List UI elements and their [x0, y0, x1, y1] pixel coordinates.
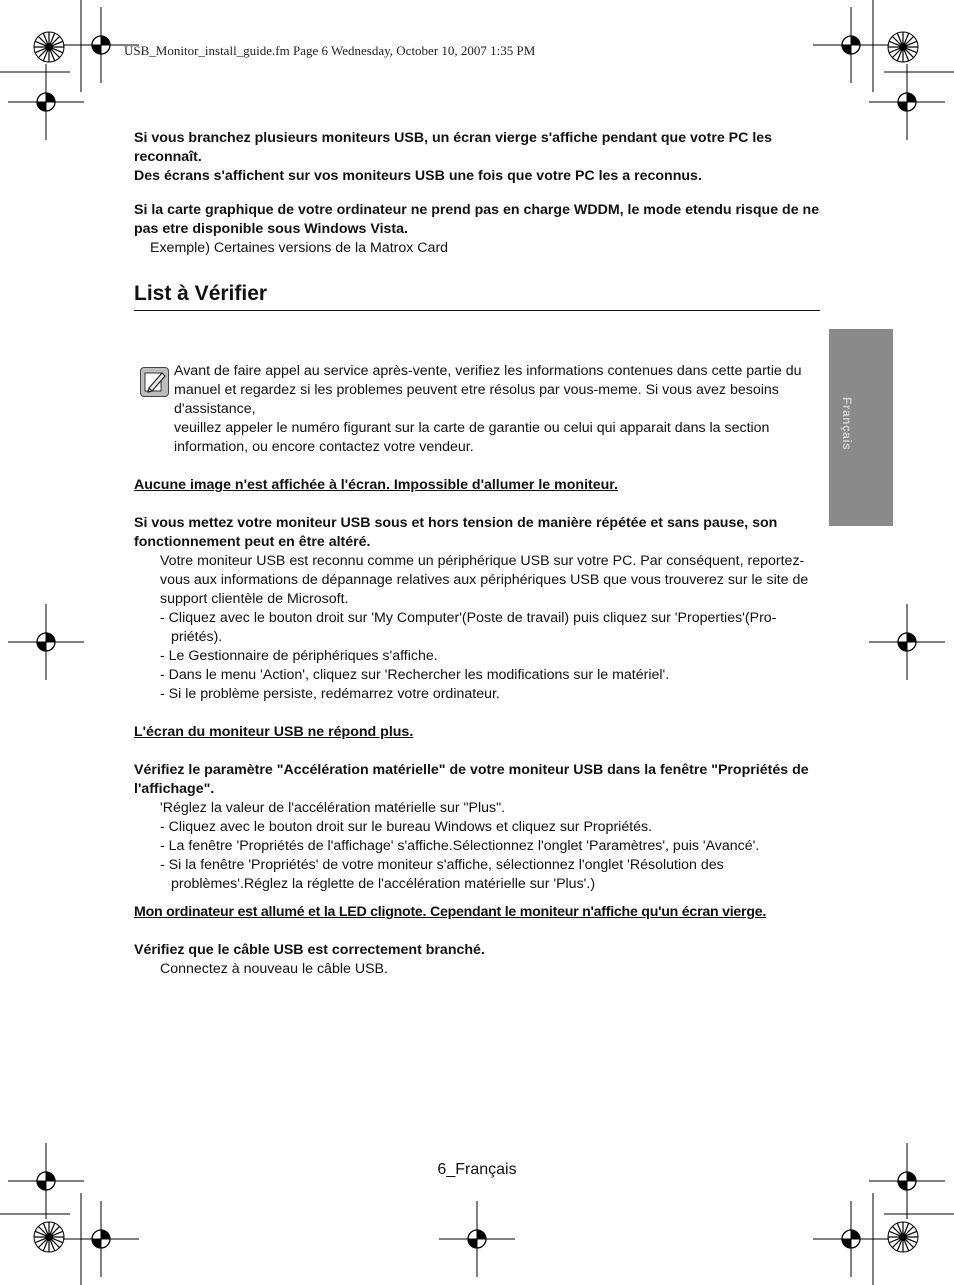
- step-item: - La fenêtre 'Propriétés de l'affichage' s'affiche.Sélectionnez l'onglet 'Paramètres', puis 'Avancé'.: [160, 838, 760, 854]
- wddm-example: Exemple) Certaines versions de la Matrox Card: [150, 240, 449, 256]
- language-side-tab-label: Français: [840, 397, 854, 451]
- step-item: - Le Gestionnaire de périphériques s'affiche.: [160, 648, 438, 664]
- step-item: - Si la fenêtre 'Propriétés' de votre moniteur s'affiche, sélectionnez l'onglet 'Résolution des problèmes'.Réglez la réglette de l'accélération matérielle sur 'Plus'.): [160, 857, 724, 892]
- warning-screens-display: Des écrans s'affichent sur vos moniteurs USB une fois que votre PC les a reconnus.: [134, 168, 702, 184]
- answer-body: Votre moniteur USB est reconnu comme un périphérique USB sur votre PC. Par conséquent, reportez-vous aux informations de dépannage relatives aux périphériques USB que vous trouverez sur le site de support clientèle de Microsoft.: [160, 553, 809, 607]
- step-item: - Cliquez avec le bouton droit sur le bureau Windows et cliquez sur Propriétés.: [160, 819, 653, 835]
- note-line-2: veuillez appeler le numéro figurant sur la carte de garantie ou celui qui apparait dans la section information, ou encore contactez votre vendeur.: [174, 420, 770, 455]
- step-item: - Dans le menu 'Action', cliquez sur 'Rechercher les modifications sur le matériel'.: [160, 667, 670, 683]
- warning-wddm: Si la carte graphique de votre ordinateur ne prend pas en charge WDDM, le mode etendu risque de ne pas etre disponible sous Windows Vista.: [134, 202, 820, 237]
- step-item: - Si le problème persiste, redémarrez votre ordinateur.: [160, 686, 500, 702]
- question-not-responding: L'écran du moniteur USB ne répond plus.: [134, 724, 414, 740]
- pencil-note-icon: [140, 367, 169, 397]
- page-heading: List à Vérifier: [134, 282, 820, 311]
- troubleshooting-list: [134, 476, 820, 979]
- page-footer: 6_Français: [437, 1161, 517, 1178]
- answer-power-cycle: Si vous mettez votre moniteur USB sous et hors tension de manière répétée et sans pause, son fonctionnement peut en être altéré.: [134, 515, 778, 550]
- answer-usb-cable: Vérifiez que le câble USB est correctement branché.: [134, 942, 485, 958]
- note-text: [174, 362, 822, 457]
- answer-body: 'Réglez la valeur de l'accélération matérielle sur "Plus".: [160, 800, 506, 816]
- question-led-blinks: Mon ordinateur est allumé et la LED clignote. Cependant le moniteur n'affiche qu'un écran vierge.: [134, 904, 767, 920]
- note-line-1: Avant de faire appel au service après-vente, verifiez les informations contenues dans cette partie du manuel et regardez si les problemes peuvent etre résolus par vous-meme. Si vous avez besoins d'assistance,: [174, 363, 802, 417]
- answer-hw-acceleration: Vérifiez le paramètre "Accélération matérielle" de votre moniteur USB dans la fenêtre "Propriétés de l'affichage".: [134, 762, 809, 797]
- warning-multi-monitor: Si vous branchez plusieurs moniteurs USB, un écran vierge s'affiche pendant que votre PC les reconnaît.: [134, 130, 773, 165]
- intro-block: [134, 129, 820, 258]
- answer-body: Connectez à nouveau le câble USB.: [160, 961, 388, 977]
- framemaker-slug: USB_Monitor_install_guide.fm Page 6 Wednesday, October 10, 2007 1:35 PM: [124, 43, 536, 58]
- question-no-image: Aucune image n'est affichée à l'écran. Impossible d'allumer le moniteur.: [134, 477, 618, 493]
- step-item: - Cliquez avec le bouton droit sur 'My Computer'(Poste de travail) puis cliquez sur 'Properties'(Pro-priétés).: [160, 610, 777, 645]
